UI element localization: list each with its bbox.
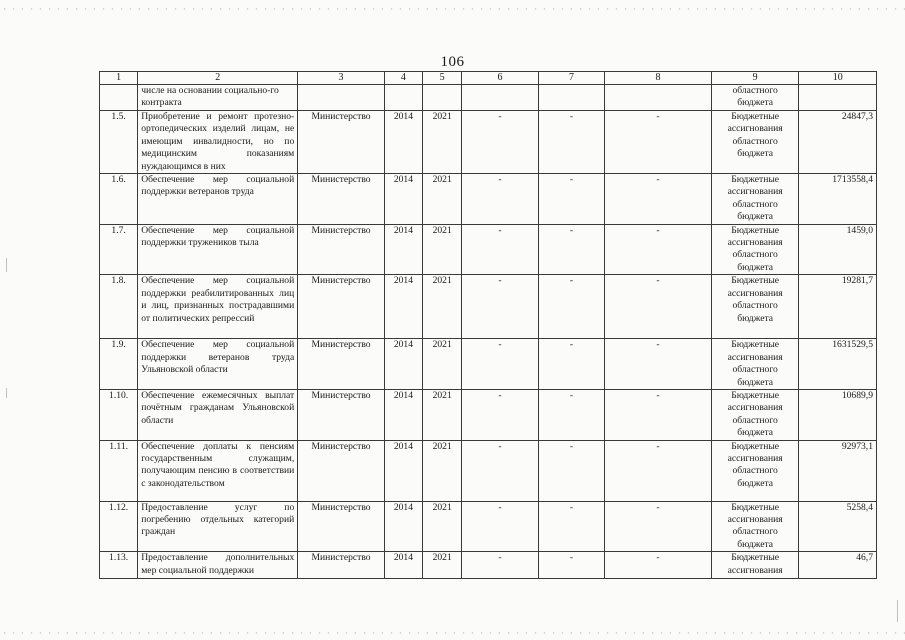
start-year: 2014 <box>384 224 422 275</box>
executor: Министерство <box>298 501 385 552</box>
table-row <box>100 111 877 174</box>
scan-noise-bottom <box>0 630 905 636</box>
table-row <box>100 501 877 552</box>
header-cell: 5 <box>423 72 462 85</box>
col-8: - <box>605 389 712 440</box>
funding-source: Бюджетные ассигнования областного бюджета <box>711 440 799 501</box>
budget-table <box>99 71 877 579</box>
col-6: - <box>462 111 538 174</box>
header-cell: 1 <box>100 72 138 85</box>
row-number: 1.11. <box>100 440 138 501</box>
col-6 <box>462 85 538 111</box>
scan-mark-left-2 <box>6 388 7 398</box>
row-number: 1.9. <box>100 339 138 390</box>
amount: 5258,4 <box>799 501 877 552</box>
measure-name: Обеспечение мер социальной поддержки ветеранов труда Ульяновской области <box>138 339 298 390</box>
amount: 10689,9 <box>799 389 877 440</box>
col-8: - <box>605 111 712 174</box>
end-year: 2021 <box>423 275 462 339</box>
row-number: 1.8. <box>100 275 138 339</box>
row-number <box>100 85 138 111</box>
table-row <box>100 339 877 390</box>
executor: Министерство <box>298 275 385 339</box>
start-year: 2014 <box>384 275 422 339</box>
col-7: - <box>538 224 604 275</box>
header-cell: 2 <box>138 72 298 85</box>
amount: 46,7 <box>799 552 877 579</box>
header-cell: 9 <box>711 72 799 85</box>
measure-name: Приобретение и ремонт протезно-ортопедических изделий лицам, не имеющим инвалидности, но по медицинским показаниям нуждающимся в них <box>138 111 298 174</box>
table-row <box>100 224 877 275</box>
col-8: - <box>605 174 712 225</box>
col-7: - <box>538 501 604 552</box>
col-7: - <box>538 275 604 339</box>
executor <box>298 85 385 111</box>
col-8: - <box>605 275 712 339</box>
end-year: 2021 <box>423 552 462 579</box>
col-7 <box>538 85 604 111</box>
col-8: - <box>605 440 712 501</box>
funding-source: Бюджетные ассигнования областного бюджета <box>711 275 799 339</box>
amount: 24847,3 <box>799 111 877 174</box>
header-cell: 6 <box>462 72 538 85</box>
start-year: 2014 <box>384 111 422 174</box>
table-row <box>100 552 877 579</box>
col-6: - <box>462 552 538 579</box>
scan-noise-top <box>0 6 905 12</box>
start-year: 2014 <box>384 389 422 440</box>
executor: Министерство <box>298 389 385 440</box>
funding-source: Бюджетные ассигнования областного бюджета <box>711 389 799 440</box>
col-6: - <box>462 389 538 440</box>
funding-source: Бюджетные ассигнования областного бюджета <box>711 501 799 552</box>
funding-source: Бюджетные ассигнования областного бюджета <box>711 224 799 275</box>
table-row-continuation <box>100 85 877 111</box>
end-year <box>423 85 462 111</box>
amount: 1631529,5 <box>799 339 877 390</box>
col-8: - <box>605 339 712 390</box>
funding-source: Бюджетные ассигнования областного бюджета <box>711 111 799 174</box>
col-7: - <box>538 339 604 390</box>
start-year: 2014 <box>384 440 422 501</box>
header-cell: 3 <box>298 72 385 85</box>
start-year: 2014 <box>384 174 422 225</box>
row-number: 1.12. <box>100 501 138 552</box>
measure-name: Предоставление услуг по погребению отдельных категорий граждан <box>138 501 298 552</box>
measure-name: Обеспечение ежемесячных выплат почётным гражданам Ульяновской области <box>138 389 298 440</box>
end-year: 2021 <box>423 440 462 501</box>
row-number: 1.7. <box>100 224 138 275</box>
funding-source: Бюджетные ассигнования областного бюджета <box>711 174 799 225</box>
end-year: 2021 <box>423 111 462 174</box>
measure-name: числе на основании социально-го контракта <box>138 85 298 111</box>
col-7: - <box>538 174 604 225</box>
amount: 1713558,4 <box>799 174 877 225</box>
header-cell: 4 <box>384 72 422 85</box>
start-year <box>384 85 422 111</box>
col-6: - <box>462 501 538 552</box>
end-year: 2021 <box>423 389 462 440</box>
executor: Министерство <box>298 174 385 225</box>
col-7: - <box>538 552 604 579</box>
measure-name: Обеспечение мер социальной поддержки тружеников тыла <box>138 224 298 275</box>
executor: Министерство <box>298 224 385 275</box>
header-cell: 10 <box>799 72 877 85</box>
row-number: 1.10. <box>100 389 138 440</box>
end-year: 2021 <box>423 224 462 275</box>
col-6: - <box>462 440 538 501</box>
col-8: - <box>605 552 712 579</box>
end-year: 2021 <box>423 339 462 390</box>
row-number: 1.13. <box>100 552 138 579</box>
col-6: - <box>462 224 538 275</box>
funding-source: Бюджетные ассигнования областного бюджета <box>711 339 799 390</box>
col-7: - <box>538 389 604 440</box>
measure-name: Обеспечение мер социальной поддержки ветеранов труда <box>138 174 298 225</box>
funding-source: Бюджетные ассигнования <box>711 552 799 579</box>
table-row <box>100 440 877 501</box>
col-6: - <box>462 339 538 390</box>
end-year: 2021 <box>423 501 462 552</box>
col-8: - <box>605 501 712 552</box>
header-cell: 7 <box>538 72 604 85</box>
header-row <box>100 72 877 85</box>
executor: Министерство <box>298 111 385 174</box>
measure-name: Обеспечение доплаты к пенсиям государственным служащим, получающим пенсию в соответствии с законодательством <box>138 440 298 501</box>
col-7: - <box>538 440 604 501</box>
table-row <box>100 275 877 339</box>
funding-source: областного бюджета <box>711 85 799 111</box>
col-8: - <box>605 224 712 275</box>
start-year: 2014 <box>384 552 422 579</box>
col-8 <box>605 85 712 111</box>
row-number: 1.5. <box>100 111 138 174</box>
col-7: - <box>538 111 604 174</box>
page-number: 106 <box>440 54 465 70</box>
end-year: 2021 <box>423 174 462 225</box>
start-year: 2014 <box>384 339 422 390</box>
executor: Министерство <box>298 552 385 579</box>
amount: 19281,7 <box>799 275 877 339</box>
scan-mark-right <box>897 600 898 622</box>
amount: 92973,1 <box>799 440 877 501</box>
amount <box>799 85 877 111</box>
measure-name: Обеспечение мер социальной поддержки реабилитированных лиц и лиц, признанных пострадавшими от политических репрессий <box>138 275 298 339</box>
measure-name: Предоставление дополнительных мер социальной поддержки <box>138 552 298 579</box>
col-6: - <box>462 174 538 225</box>
start-year: 2014 <box>384 501 422 552</box>
header-cell: 8 <box>605 72 712 85</box>
executor: Министерство <box>298 440 385 501</box>
row-number: 1.6. <box>100 174 138 225</box>
scan-mark-left <box>6 258 7 272</box>
col-6: - <box>462 275 538 339</box>
executor: Министерство <box>298 339 385 390</box>
amount: 1459,0 <box>799 224 877 275</box>
table-row <box>100 174 877 225</box>
table-row <box>100 389 877 440</box>
